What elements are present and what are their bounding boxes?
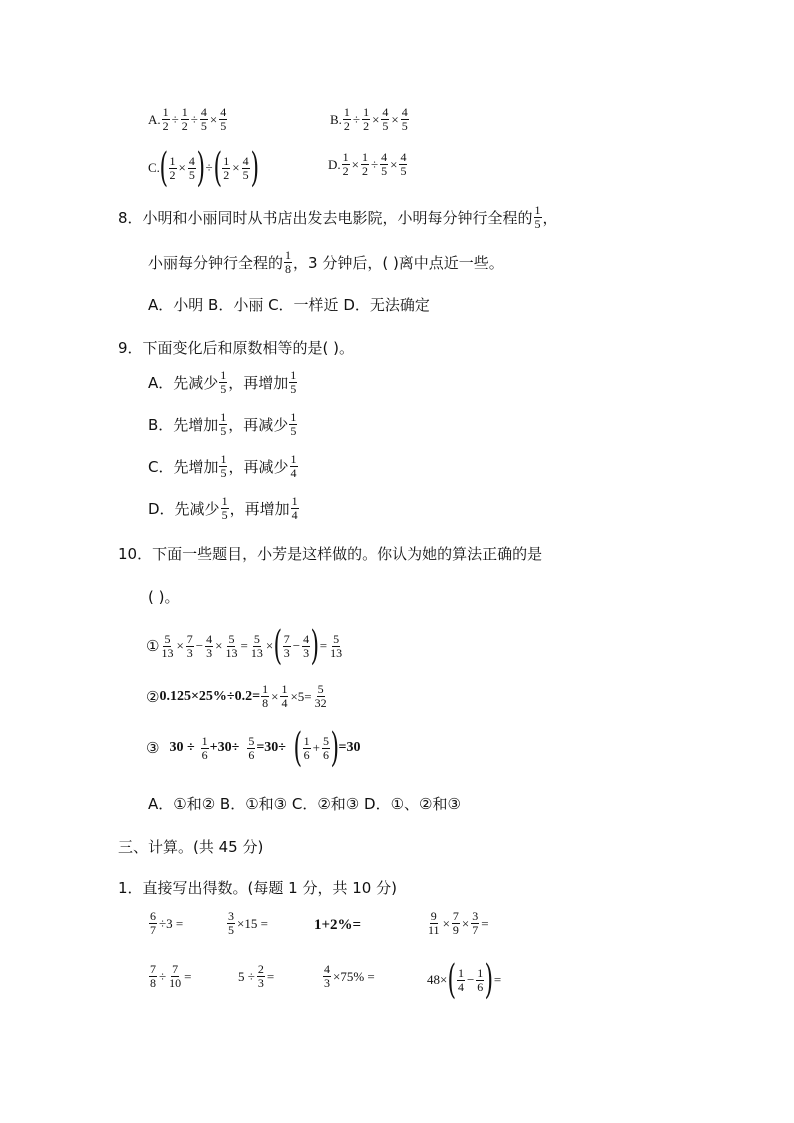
fraction: $\frac{1}{6}$ [477, 965, 484, 994]
fraction: $\frac{1}{5}$ [534, 203, 541, 231]
fraction: $\frac{1}{5}$ [220, 410, 227, 438]
fraction: $\frac{4}{3}$ [303, 631, 310, 660]
q7-option-a: A. $\frac{1}{2}$ ÷ $\frac{1}{2}$ ÷ $\frac{4}{5}$ × $\frac{4}{5}$ [148, 105, 227, 133]
fraction: $\frac{1}{2}$ [223, 153, 230, 182]
fraction: $\frac{1}{8}$ [285, 248, 292, 276]
fraction: $\frac{1}{8}$ [262, 682, 269, 710]
calc1-stem: 1．直接写出得数。(每题 1 分，共 10 分) [118, 879, 397, 897]
q8-stem-line2: 小丽每分钟行全程的 $\frac{1}{8}$ ，3 分钟后，( )离中点近一些。 [148, 248, 504, 276]
fraction: $\frac{4}{5}$ [220, 105, 227, 133]
fraction: $\frac{9}{11}$ [428, 909, 440, 937]
fraction: $\frac{4}{5}$ [188, 153, 195, 182]
fraction: $\frac{3}{5}$ [228, 909, 234, 937]
fraction: $\frac{1}{4}$ [457, 965, 464, 994]
q10-expression-2: ② 0.125×25%÷0.2= $\frac{1}{8}$ × $\frac{1}{4}$ ×5= $\frac{5}{32}$ [146, 682, 327, 710]
calc-problem-6: 5 ÷ $\frac{2}{3}$ = [238, 962, 275, 990]
q9-stem: 9．下面变化后和原数相等的是( )。 [118, 339, 355, 357]
fraction: $\frac{1}{2}$ [343, 105, 350, 133]
q8-options: A．小明 B．小丽 C．一样近 D．无法确定 [148, 296, 430, 314]
q9-option-b: B．先增加 $\frac{1}{5}$ ，再减少 $\frac{1}{5}$ [148, 410, 297, 438]
fraction: $\frac{5}{13}$ [330, 631, 343, 660]
q7-option-c: C. ( $\frac{1}{2}$ × $\frac{4}{5}$ ) ÷ ( $\frac{1}{2}$ × $\frac{4}{5}$ ) [148, 145, 259, 191]
fraction: $\frac{1}{4}$ [290, 452, 297, 480]
fraction: $\frac{1}{5}$ [290, 410, 297, 438]
fraction: $\frac{7}{10}$ [169, 962, 182, 990]
fraction: $\frac{5}{6}$ [322, 733, 329, 762]
calc-problem-1: $\frac{6}{7}$ ÷3 = [150, 909, 184, 937]
fraction: $\frac{4}{5}$ [242, 153, 249, 182]
fraction: $\frac{3}{7}$ [472, 909, 479, 937]
fraction: $\frac{1}{2}$ [342, 150, 349, 178]
fraction: $\frac{1}{5}$ [220, 452, 227, 480]
fraction: $\frac{5}{13}$ [250, 631, 263, 660]
fraction: $\frac{4}{5}$ [400, 150, 407, 178]
q10-blank: ( )。 [148, 588, 180, 606]
fraction: $\frac{7}{3}$ [186, 631, 193, 660]
q10-expression-1: ① $\frac{5}{13}$ × $\frac{7}{3}$ − $\frac{4}{3}$ × $\frac{5}{13}$ = $\frac{5}{13}$ × ( $\frac{7}{3}$ − $\frac{4}{3}$ ) = $\frac{5}{13}$ [146, 623, 343, 669]
q9-option-d: D．先减少 $\frac{1}{5}$ ，再增加 $\frac{1}{4}$ [148, 494, 298, 522]
fraction: $\frac{5}{13}$ [161, 631, 174, 660]
fraction: $\frac{1}{4}$ [291, 494, 298, 522]
calc-problem-4: $\frac{9}{11}$ × $\frac{7}{9}$ × $\frac{3}{7}$ = [428, 909, 489, 937]
fraction: $\frac{5}{32}$ [314, 682, 327, 710]
fraction: $\frac{1}{2}$ [361, 150, 368, 178]
q10-stem: 10．下面一些题目，小芳是这样做的。你认为她的算法正确的是 [118, 545, 543, 563]
fraction: $\frac{4}{5}$ [401, 105, 408, 133]
section-3-title: 三、计算。(共 45 分) [118, 838, 264, 856]
fraction: $\frac{1}{4}$ [281, 682, 288, 710]
fraction: $\frac{1}{5}$ [220, 368, 227, 396]
calc-problem-3: 1+2%= [314, 917, 362, 933]
q7-option-b: B. $\frac{1}{2}$ ÷ $\frac{1}{2}$ × $\frac{4}{5}$ × $\frac{4}{5}$ [330, 105, 408, 133]
fraction: $\frac{4}{5}$ [200, 105, 207, 133]
q9-option-c: C．先增加 $\frac{1}{5}$ ，再减少 $\frac{1}{4}$ [148, 452, 297, 480]
q7-option-d: D. $\frac{1}{2}$ × $\frac{1}{2}$ ÷ $\frac{4}{5}$ × $\frac{4}{5}$ [328, 150, 407, 178]
q10-options: A．①和② B．①和③ C．②和③ D．①、②和③ [148, 795, 461, 813]
fraction: $\frac{2}{3}$ [257, 962, 264, 990]
fraction: $\frac{6}{7}$ [150, 909, 156, 937]
fraction: $\frac{1}{5}$ [221, 494, 228, 522]
fraction: $\frac{1}{6}$ [303, 733, 310, 762]
fraction: $\frac{5}{13}$ [225, 631, 238, 660]
calc-problem-7: $\frac{4}{3}$ ×75% = [324, 962, 375, 990]
fraction: $\frac{7}{8}$ [150, 962, 156, 990]
q10-expression-3: ③ 30 ÷ $\frac{1}{6}$ +30÷ $\frac{5}{6}$ =30÷ ( $\frac{1}{6}$ + $\frac{5}{6}$ ) =30 [146, 725, 361, 771]
calc-problem-5: $\frac{7}{8}$ ÷ $\frac{7}{10}$ = [150, 962, 192, 990]
fraction: $\frac{4}{3}$ [324, 962, 330, 990]
fraction: $\frac{1}{5}$ [290, 368, 297, 396]
fraction: $\frac{5}{6}$ [248, 733, 255, 762]
fraction: $\frac{1}{2}$ [181, 105, 188, 133]
fraction: $\frac{4}{5}$ [382, 105, 389, 133]
fraction: $\frac{1}{2}$ [162, 105, 169, 133]
q8-stem-line1: 8．小明和小丽同时从书店出发去电影院，小明每分钟行全程的 $\frac{1}{5}$ ， [118, 203, 558, 231]
fraction: $\frac{1}{2}$ [363, 105, 370, 133]
q9-option-a: A．先减少 $\frac{1}{5}$ ，再增加 $\frac{1}{5}$ [148, 368, 297, 396]
fraction: $\frac{1}{2}$ [169, 153, 176, 182]
calc-problem-2: $\frac{3}{5}$ ×15 = [228, 909, 268, 937]
fraction: $\frac{1}{6}$ [201, 733, 208, 762]
calc-problem-8: 48× ( $\frac{1}{4}$ − $\frac{1}{6}$ ) = [427, 957, 502, 1003]
fraction: $\frac{7}{3}$ [283, 631, 290, 660]
fraction: $\frac{7}{9}$ [452, 909, 459, 937]
fraction: $\frac{4}{3}$ [206, 631, 213, 660]
fraction: $\frac{4}{5}$ [381, 150, 388, 178]
